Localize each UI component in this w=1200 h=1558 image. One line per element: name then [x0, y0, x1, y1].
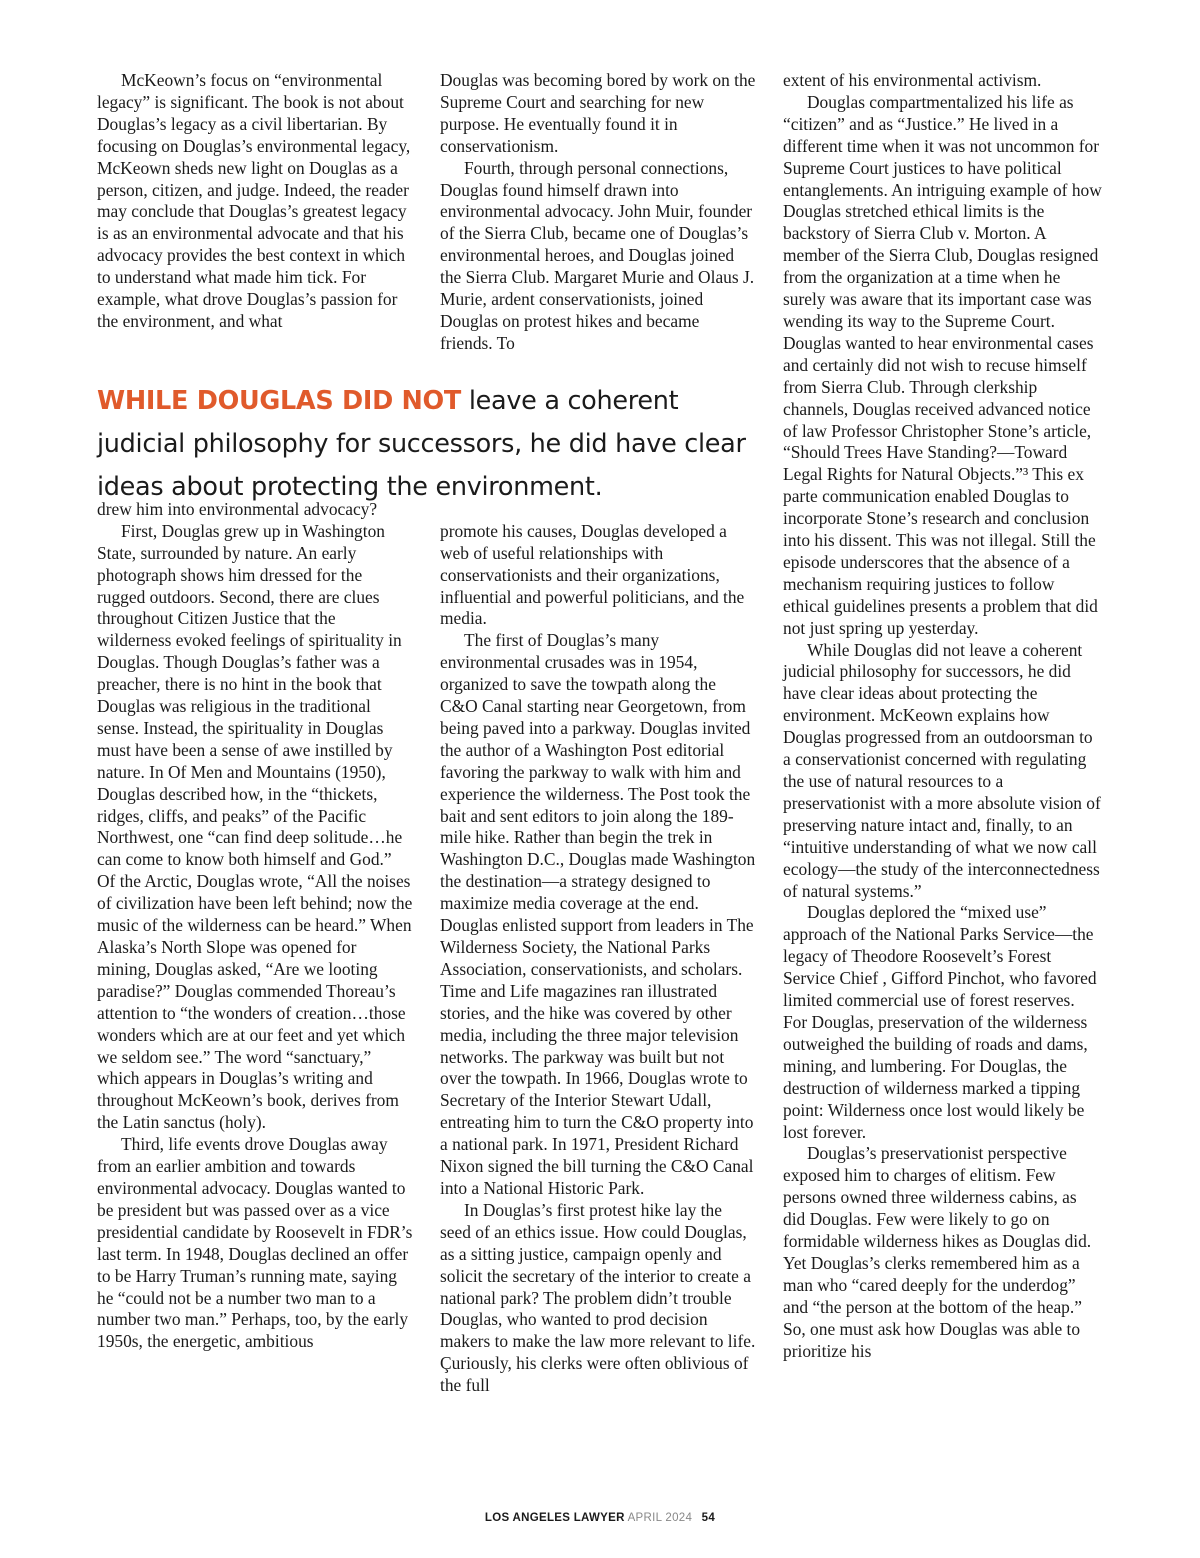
- paragraph: Douglas compartmentalized his life as “citizen” and as “Justice.” He lived in a different time when it was not uncommon for Supreme Court justices to have political entanglements. An intriguing example of how Douglas stretched ethical limits is the backstory of Sierra Club v. Morton. A member of the Sierra Club, Douglas resigned from the organization at a time when he surely was aware that its important case was wending its way to the Supreme Court. Douglas wanted to hear environmental cases and certainly did not wish to recuse himself from Sierra Club. Through clerkship channels, Douglas received advanced notice of law Professor Christopher Stone’s article, “Should Trees Have Standing?—Toward Legal Rights for Natural Objects.”³ This ex parte communication enabled Douglas to incorporate Stone’s research and conclusion into his dissent. This was not illegal. Still the episode underscores that the absence of a mechanism requiring justices to follow ethical guidelines presents a problem that did not just spring up yesterday.: [783, 91, 1102, 638]
- page-number: 54: [701, 1512, 716, 1524]
- pull-quote-lead: WHILE DOUGLAS DID NOT: [97, 386, 462, 416]
- column-3: [783, 70, 1103, 1362]
- paragraph: drew him into environmental advocacy?: [97, 498, 378, 519]
- page-footer: [0, 1512, 1200, 1524]
- paragraph: Douglas deplored the “mixed use” approach of the National Parks Service—the legacy of Theodore Roosevelt’s Forest Service Chief , Gifford Pinchot, who favored limited commercial use of forest reserves. For Douglas, preservation of the wilderness outweighed the building of roads and dams, mining, and lumbering. For Douglas, the destruction of wilderness marked a tipping point: Wilderness once lost would likely be lost forever.: [783, 902, 1097, 1142]
- paragraph: Third, life events drove Douglas away from an earlier ambition and towards environmental advocacy. Douglas wanted to be president but was passed over as a vice presidential candidate by Roosevelt in FDR’s last term. In 1948, Douglas declined an offer to be Harry Truman’s running mate, saying he “could not be a number two man to a number two man.” Perhaps, too, by the early 1950s, the energetic, ambitious: [97, 1134, 413, 1352]
- paragraph: extent of his environmental activism.: [783, 70, 1042, 90]
- paragraph: In Douglas’s first protest hike lay the seed of an ethics issue. How could Douglas, as a sitting justice, campaign openly and solicit the secretary of the interior to create a national park? The problem didn’t trouble Douglas, who wanted to prod decision makers to make the law more relevant to life. Çuriously, his clerks were often oblivious of the full: [440, 1199, 756, 1396]
- pull-quote-text: leave a coherent judicial philosophy for successors, he did have clear ideas about protecting the environment.: [97, 386, 746, 502]
- paragraph: First, Douglas grew up in Washington State, surrounded by nature. An early photograph shows him dressed for the rugged outdoors. Second, there are clues throughout Citizen Justice that the wilderness evoked feelings of spirituality in Douglas. Though Douglas’s father was a preacher, there is no hint in the book that Douglas was religious in the traditional sense. Instead, the spirituality in Douglas must have been a sense of awe instilled by nature. In Of Men and Mountains (1950), Douglas described how, in the “thickets, ridges, cliffs, and peaks” of the Pacific Northwest, one “can find deep solitude…he can come to know both himself and God.” Of the Arctic, Douglas wrote, “All the noises of civilization have been left behind; now the music of the wilderness can be heard.” When Alaska’s North Slope was opened for mining, Douglas asked, “Are we looting paradise?” Douglas commended Thoreau’s attention to “the wonders of creation…those wonders which are at our feet and yet which we seldom see.” The word “sanctuary,” which appears in Douglas’s writing and throughout McKeown’s book, derives from the Latin sanctus (holy).: [97, 520, 413, 1133]
- paragraph: While Douglas did not leave a coherent judicial philosophy for successors, he did have clear ideas about protecting the environment. McKeown explains how Douglas progressed from an outdoorsman to a conservationist concerned with regulating the use of natural resources to a preservationist with a more absolute vision of preserving nature intact and, finally, to an “intuitive understanding of what we now call ecology—the study of the interconnectedness of natural systems.”: [783, 639, 1101, 901]
- column-1: [97, 70, 413, 1353]
- paragraph: Fourth, through personal connections, Douglas found himself drawn into environmental advocacy. John Muir, founder of the Sierra Club, became one of Douglas’s environmental heroes, and Douglas joined the Sierra Club. Margaret Murie and Olaus J. Murie, ardent conservationists, joined Douglas on protest hikes and became friends. To: [440, 157, 755, 353]
- paragraph: promote his causes, Douglas developed a web of useful relationships with conservationists and their organizations, influential and powerful politicians, and the media.: [440, 520, 745, 629]
- paragraph: McKeown’s focus on “environmental legacy” is significant. The book is not about Douglas’s legacy as a civil libertarian. By focusing on Douglas’s environmental legacy, McKeown sheds new light on Douglas as a person, citizen, and judge. Indeed, the reader may conclude that Douglas’s greatest legacy is as an environmental advocate and that his advocacy provides the best context in which to understand what made him tick. For example, what drove Douglas’s passion for the environment, and what: [97, 70, 411, 331]
- paragraph: The first of Douglas’s many environmental crusades was in 1954, organized to save the towpath along the C&O Canal starting near Georgetown, from being paved into a parkway. Douglas invited the author of a Washington Post editorial favoring the parkway to walk with him and experience the wilderness. The Post took the bait and sent editors to join along the 189-mile hike. Rather than begin the trek in Washington D.C., Douglas made Washington the destination—a strategy designed to maximize media coverage at the end. Douglas enlisted support from leaders in The Wilderness Society, the National Parks Association, conservationists, and scholars. Time and Life magazines ran illustrated stories, and the hike was covered by other media, including the three major television networks. The parkway was built but not over the towpath. In 1966, Douglas wrote to Secretary of the Interior Stewart Udall, entreating him to turn the C&O property into a national park. In 1971, President Richard Nixon signed the bill turning the C&O Canal into a National Historic Park.: [440, 630, 756, 1198]
- paragraph: Douglas’s preservationist perspective exposed him to charges of elitism. Few persons owned three wilderness cabins, as did Douglas. Few were likely to go on formidable wilderness hikes as Douglas did. Yet Douglas’s clerks remembered him as a man who “cared deeply for the underdog” and “the person at the bottom of the heap.” So, one must ask how Douglas was able to prioritize his: [783, 1143, 1092, 1361]
- publication-name: LOS ANGELES LAWYER: [484, 1512, 625, 1524]
- paragraph: Douglas was becoming bored by work on the Supreme Court and searching for new purpose. He eventually found it in conservationism.: [440, 70, 756, 156]
- column-2: [440, 70, 756, 1397]
- pull-quote: [97, 380, 757, 509]
- issue-date: APRIL 2024: [627, 1512, 693, 1524]
